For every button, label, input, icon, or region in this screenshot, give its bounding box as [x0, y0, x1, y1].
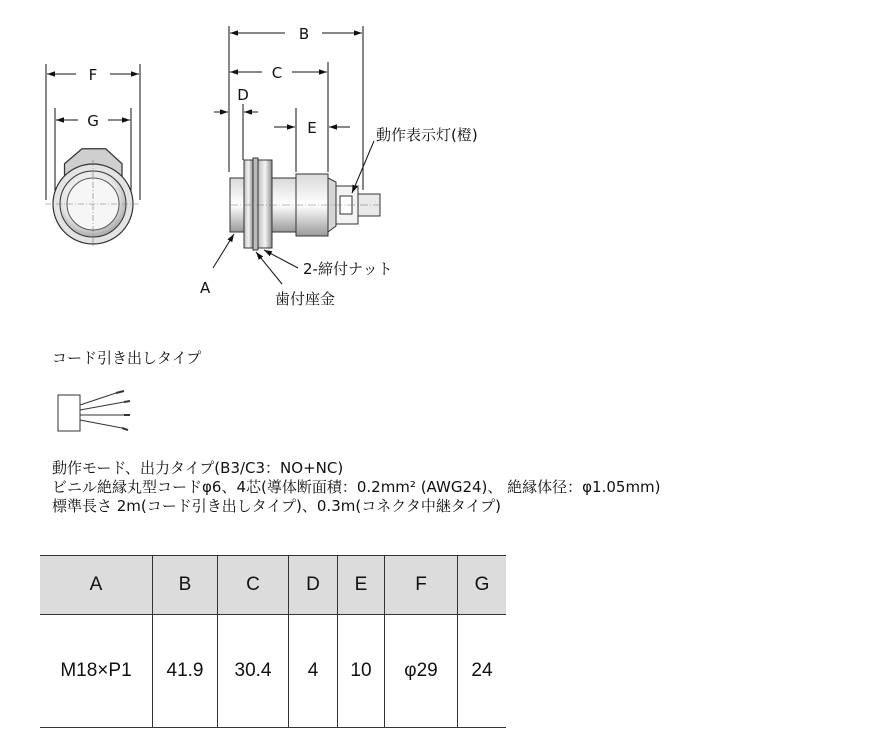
header-g: G: [458, 556, 507, 615]
spec-line-operation-mode: 動作モード、出力タイプ(B3/C3：NO+NC): [52, 459, 344, 477]
dim-label-b: B: [298, 25, 310, 43]
cell-e: 10: [338, 615, 385, 728]
indicator-callout: 動作表示灯(橙): [376, 126, 478, 144]
header-d: D: [289, 556, 338, 615]
cell-f: φ29: [385, 615, 458, 728]
cell-d: 4: [289, 615, 338, 728]
dim-label-c: C: [271, 64, 283, 82]
cable-spec-text: [52, 459, 661, 516]
cell-b: 41.9: [153, 615, 218, 728]
dim-label-d: D: [237, 86, 249, 104]
header-f: F: [385, 556, 458, 615]
dim-label-g: G: [87, 112, 99, 130]
header-b: B: [153, 556, 218, 615]
dim-label-e: E: [307, 119, 317, 137]
dim-label-f: F: [88, 66, 98, 84]
spec-line-cable: ビニル絶縁丸型コードφ6、4芯(導体断面積：0.2mm² (AWG24)、 絶縁体径：φ1.05mm): [52, 478, 661, 496]
dimension-table: [40, 555, 506, 728]
dimension-table-header: [40, 556, 506, 615]
callout-a: A: [200, 279, 211, 297]
washer-callout: 歯付座金: [275, 290, 336, 308]
header-c: C: [218, 556, 289, 615]
header-a: A: [40, 556, 153, 615]
cell-g: 24: [458, 615, 507, 728]
cell-c: 30.4: [218, 615, 289, 728]
spec-line-length: 標準長さ 2m(コード引き出しタイプ)、0.3m(コネクタ中継タイプ): [52, 497, 502, 515]
cell-a: M18×P1: [40, 615, 153, 728]
nut-callout: 2-締付ナット: [303, 260, 393, 278]
side-view: [200, 25, 478, 308]
section-title: コード引き出しタイプ: [52, 349, 202, 367]
cable-end-icon: [58, 391, 130, 431]
table-row: [40, 615, 506, 728]
front-view: [45, 64, 141, 248]
header-e: E: [338, 556, 385, 615]
